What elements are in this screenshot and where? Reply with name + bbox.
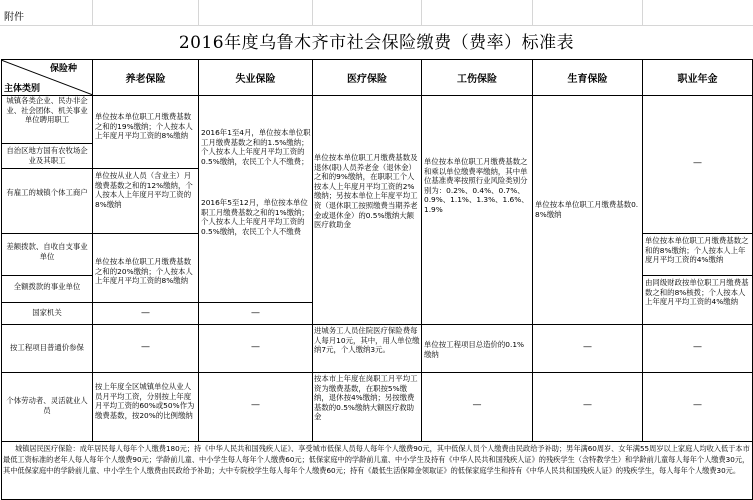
injury-dash-flexible: — [472,400,482,410]
unemployment-cell-may-dec: 2016年5至12月，单位按本单位职工月缴费基数之和的1%缴纳；个人按本人上年度月平均工资的0.5%缴纳，农民工个人不缴费 [201,198,309,236]
table-border [1,324,753,325]
annuity-cell-partial-funded: 单位按本单位职工月缴费基数之和的8%缴纳；个人按本人上年度月平均工资的4%缴纳 [645,236,749,265]
medical-cell-migrant: 进城务工人员住院医疗保险费每人每月10元，其中，用人单位缴纳7元，个人缴纳3元。 [314,326,420,355]
annuity-cell-fully-funded: 由同级财政按单位职工月缴费基数之和的8%核拨；个人按本人上年度月平均工资的4%缴纳 [645,278,749,307]
unemployment-cell-jan-apr: 2016年1至4月，单位按本单位职工月缴费基数之和的1.5%缴纳；个人按本人上年度月平均工资的0.5%缴纳，农民工个人不缴费； [201,128,311,166]
pension-cell-self-employed: 单位按从业人员（含业主）月缴费基数之和的12%缴纳，个人按本人上年度月平均工资的8%缴纳 [95,171,193,209]
table-border [93,233,199,234]
table-border [198,59,199,441]
maternity-dash-flexible: — [583,400,592,410]
medical-cell-employer: 单位按本单位职工月缴费基数及退休(职)人员养老金（退休金）之和的9%缴纳，在职职工个人按本人上年度月平均工资的2%缴纳；另按本单位上年度平均工资（退休职工按照缴费当期养老金或退休金）的0.5%缴纳大额医疗救助金 [314,153,418,230]
table-border [92,59,93,441]
column-header-unemployment: 失业保险 [235,74,276,85]
maternity-cell-employer: 单位按本单位职工月缴费基数0.8%缴纳 [535,200,639,219]
attachment-label: 附件 [4,12,24,23]
unemployment-dash-flexible: — [251,400,260,410]
table-border [1,59,2,499]
column-header-maternity: 生育保险 [567,74,608,85]
table-border [1,233,93,234]
corner-top-label: 保险种 [50,64,78,74]
page-title: 2016年度乌鲁木齐市社会保险缴费（费率）标准表 [178,33,575,53]
table-border [1,372,753,373]
row-label-project-insurance: 按工程项目普通价参保 [10,343,84,352]
unemployment-dash-project: — [251,342,260,352]
table-border [643,275,753,276]
row-label-fully-funded-units: 全额拨款的事业单位 [13,282,81,291]
corner-bottom-label: 主体类别 [4,84,41,94]
column-header-injury: 工伤保险 [457,74,497,85]
table-border [532,59,533,441]
table-border [1,168,93,169]
table-border [93,302,313,303]
gridline [0,25,753,26]
gridline [312,0,313,25]
table-border [421,59,422,441]
gridline [421,0,422,25]
injury-cell-project: 单位按工程项目总造价的0.1%缴纳 [424,340,525,359]
pension-dash-state-organs: — [141,308,150,318]
gridline [198,0,199,25]
pension-cell-enterprises: 单位按本单位职工月缴费基数之和的19%缴纳；个人按本人上年度月平均工资的8%缴纳 [95,112,193,141]
column-header-medical: 医疗保险 [347,74,387,85]
table-border [93,168,199,169]
table-border [312,59,313,441]
medical-cell-flexible: 按本市上年度在岗职工月平均工资为缴费基数，在职按5%缴纳，退休按4%缴纳；另按缴费基数的0.5%缴纳大额医疗救助金 [314,374,418,422]
row-label-state-farms: 自治区地方国有农牧场企业及其职工 [6,146,88,165]
row-label-partial-funded-units: 差额拨款、自收自支事业单位 [6,242,88,261]
column-header-annuity: 职业年金 [677,74,718,85]
table-border [642,59,643,441]
annuity-dash-project: — [693,342,702,352]
gridline [642,0,643,25]
table-border [1,95,753,96]
row-label-self-employed-households: 有雇工的城镇个体工商户 [6,188,88,197]
gridline [92,0,93,25]
pension-dash-project: — [141,342,150,352]
table-border [1,302,93,303]
injury-cell-employer: 单位按本单位职工月缴费基数之和乘以单位缴费率缴纳，其中单位基准费率按照行业风险类别分别为：0.2%、0.4%、0.7%、0.9%、1.1%、1.3%、1.6%、1.9% [424,157,529,214]
annuity-dash-flexible: — [693,400,702,410]
row-label-flexible-workers: 个体劳动者、灵活就业人员 [6,396,88,415]
pension-cell-public-units: 单位按本单位职工月缴费基数之和的20%缴纳；个人按本人上年度月平均工资的8%缴纳 [95,257,193,286]
row-label-state-organs: 国家机关 [32,308,62,317]
footnote-residents-medical: 城镇居民医疗保险：成年居民每人每年个人缴费180元；持《中华人民共和国残疾人证》、享受城市低保人员每人每年个人缴费90元，其中低保人员个人缴费由民政给予补助；男年满60周岁、女年满55周岁以上家庭人均收入低于本市最低工资标准的老年人每人每年个人缴费90元；学龄前儿童、中小学生每人每年个人缴费60元；低保家庭中的学龄前儿童、中小学生及持有《中华人民共和国残疾人证》的残疾学生（含特教学生）和学龄前儿童每人每年个人缴费30元，其中低保家庭中的学龄前儿童、中小学生个人缴费由民政给予补助；大中专院校学生每人每年个人缴费60元；持有《最低生活保障金领取证》的低保家庭学生和持有《中华人民共和国残疾人证》的残疾学生，每人每年个人缴费30元。 [3,444,750,476]
table-border [1,275,93,276]
unemployment-dash-state-organs: — [251,308,260,318]
gridline [532,0,533,25]
maternity-dash-project: — [583,342,592,352]
pension-cell-flexible: 按上年度全区城镇单位从业人员月平均工资，分别按上年度月平均工资的60%或50%作为缴费基数，按20%的比例缴纳 [95,382,195,420]
table-border [1,143,93,144]
column-header-pension: 养老保险 [125,74,166,85]
table-border [1,59,753,60]
annuity-dash-enterprises: — [693,158,702,168]
row-label-urban-enterprises: 城镇各类企业、民办非企业、社会团体、机关事业单位聘用职工 [6,96,88,125]
table-border [1,441,753,442]
table-border [643,233,753,234]
